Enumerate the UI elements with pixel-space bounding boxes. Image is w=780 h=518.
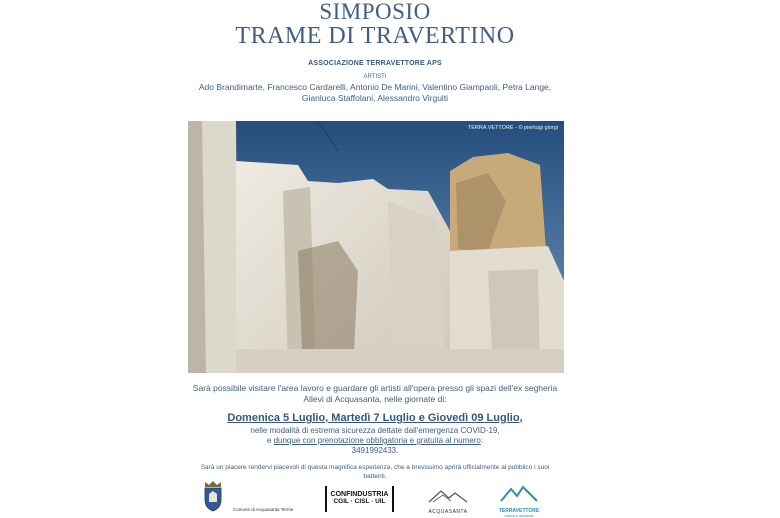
comune-logo bbox=[201, 480, 225, 517]
confindustria-bottom: CGIL · CISL · UIL bbox=[333, 498, 386, 505]
terravettore-mountain-icon bbox=[499, 485, 539, 503]
confindustria-logo bbox=[325, 486, 394, 512]
acquasanta-logo bbox=[427, 488, 469, 515]
photo-credit: TERRA VETTORE - © pierluigi giorgi bbox=[467, 125, 558, 131]
visit-line-2: Allevi di Acquasanta, nelle giornate di: bbox=[303, 394, 447, 404]
visit-line-1: Sarà possibile visitare l'area lavoro e guardare gli artisti all'opera presso gli spazi dell'ex segheria bbox=[192, 383, 558, 393]
association-name: ASSOCIAZIONE TERRAVETTORE APS bbox=[308, 60, 442, 67]
title-line-1: SIMPOSIO bbox=[319, 0, 431, 24]
visit-description bbox=[0, 383, 750, 405]
title-line-2: TRAME DI TRAVERTINO bbox=[235, 23, 515, 49]
booking-text: dunque con prenotazione obbligatoria e gratuita al numero bbox=[273, 436, 481, 445]
coat-of-arms-icon bbox=[201, 480, 225, 512]
conditions bbox=[0, 426, 750, 456]
terravettore-logo bbox=[497, 485, 541, 518]
closing-note bbox=[0, 464, 750, 481]
terravettore-sub: cultura e ambiente bbox=[504, 514, 534, 518]
terravettore-label: TERRAVETTORE bbox=[498, 508, 540, 514]
artists-line-1: Ado Brandimarte, Francesco Cardarelli, Antonio De Marini, Valentino Giampaoli, Petra Lange, bbox=[198, 82, 552, 92]
closing-line-2: battenti. bbox=[363, 472, 387, 480]
artists-list bbox=[0, 82, 750, 104]
conditions-line-2 bbox=[0, 436, 750, 446]
conditions-prefix: e bbox=[266, 436, 274, 445]
confindustria-top: CONFINDUSTRIA bbox=[330, 491, 389, 498]
comune-label: Comune di Acquasanta Terme bbox=[233, 507, 294, 512]
conditions-suffix: : bbox=[480, 436, 484, 445]
event-dates: Domenica 5 Luglio, Martedì 7 Luglio e Giovedì 09 Luglio, bbox=[227, 412, 523, 424]
acquasanta-label: ACQUASANTA bbox=[428, 509, 468, 515]
mountain-icon bbox=[427, 488, 469, 504]
artists-line-2: Gianluca Staffolani, Alessandro Virgulti bbox=[301, 93, 449, 103]
artists-heading: ARTISTI bbox=[363, 74, 387, 80]
phone-number: 3491992433. bbox=[351, 446, 399, 455]
quarry-illustration bbox=[188, 121, 564, 373]
conditions-line-1: nelle modalità di estrema sicurezza dettate dall'emergenza COVID-19, bbox=[250, 426, 500, 435]
quarry-photo bbox=[188, 121, 564, 373]
closing-line-1: Sarà un piacere rendervi piacevoli di questa magnifica esperienza, che a brevissimo aprirà ufficialmente al pubblico i suoi bbox=[200, 464, 550, 471]
